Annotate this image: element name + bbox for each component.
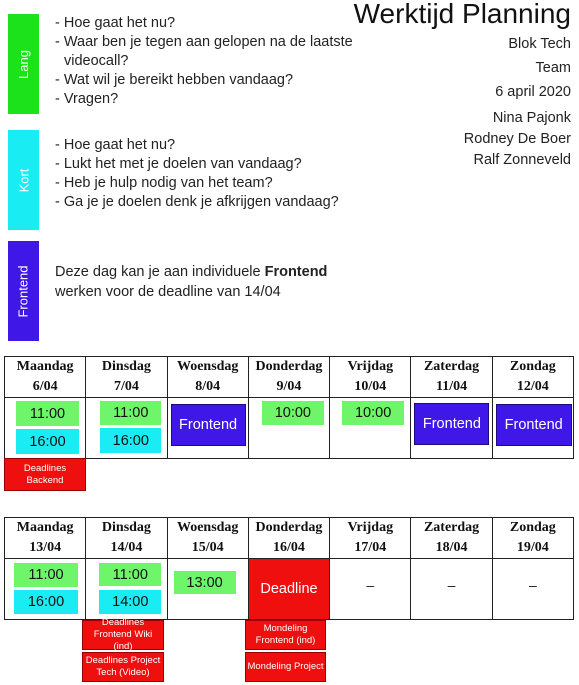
tag-lang-label: Lang: [15, 49, 31, 79]
day-cell: [5, 398, 86, 459]
deadline-block: Deadline: [249, 559, 329, 619]
meta-course: Blok Tech: [508, 36, 571, 52]
day-cell: [411, 398, 492, 459]
day-cell: [330, 398, 411, 459]
deadline-note: Deadlines Backend: [4, 458, 86, 491]
day-cell: [492, 559, 573, 620]
day-cell: [248, 398, 329, 459]
time-slot: 14:00: [99, 590, 161, 614]
day-header: Zaterdag 18/04: [411, 518, 492, 559]
day-header: Zondag 12/04: [492, 357, 573, 398]
meta-team: Team: [535, 60, 571, 76]
day-header: Maandag 13/04: [5, 518, 86, 559]
lang-questions: [55, 14, 353, 109]
day-cell: [86, 559, 167, 620]
time-slot: 11:00: [100, 401, 161, 425]
page-title: Werktijd Planning: [353, 0, 571, 29]
week-2-schedule: [4, 517, 574, 620]
meta-member-1: Nina Pajonk: [492, 110, 571, 126]
deadline-note: Deadlines Project Tech (Video): [82, 652, 164, 682]
tag-frontend: [8, 241, 39, 341]
tag-frontend-label: Frontend: [16, 264, 32, 318]
list-item: - Wat wil je bereikt hebben vandaag?: [55, 72, 294, 88]
frontend-block: Frontend: [414, 403, 489, 445]
time-slot: 10:00: [342, 401, 404, 425]
time-slot: 11:00: [99, 563, 161, 586]
tag-lang: [8, 14, 39, 114]
day-cell: [167, 559, 248, 620]
empty-slot: –: [528, 577, 537, 593]
time-slot: 16:00: [16, 429, 79, 454]
day-header: Donderdag 9/04: [248, 357, 329, 398]
tag-kort-label: Kort: [16, 168, 31, 192]
day-cell: [86, 398, 167, 459]
day-cell: [167, 398, 248, 459]
time-slot: 13:00: [174, 571, 236, 594]
list-item: - Vragen?: [55, 91, 119, 107]
empty-slot: –: [447, 577, 456, 593]
list-item: - Hoe gaat het nu?: [55, 15, 176, 31]
meta-member-2: Rodney De Boer: [463, 131, 571, 147]
meta-date: 6 april 2020: [495, 84, 571, 100]
kort-questions: [55, 136, 339, 212]
week-1-schedule: [4, 356, 574, 459]
frontend-description: Deze dag kan je aan individuele Frontend werken voor de deadline van 14/04: [55, 264, 328, 300]
oral-exam-note: Mondeling Project: [245, 652, 326, 682]
time-slot: 16:00: [100, 428, 161, 453]
day-header: Zaterdag 11/04: [411, 357, 492, 398]
day-header: Vrijdag 17/04: [330, 518, 411, 559]
day-header: Vrijdag 10/04: [330, 357, 411, 398]
list-item: - Waar ben je tegen aan gelopen na de laatste: [55, 34, 353, 50]
day-cell: [5, 559, 86, 620]
day-header: Zondag 19/04: [492, 518, 573, 559]
oral-exam-note: Mondeling Frontend (ind): [245, 620, 326, 650]
time-slot: 16:00: [14, 590, 78, 614]
day-header: Dinsdag 14/04: [86, 518, 167, 559]
tag-kort: [8, 130, 39, 230]
list-item: - Hoe gaat het nu?: [55, 137, 176, 153]
day-cell: [492, 398, 573, 459]
meta-member-3: Ralf Zonneveld: [473, 152, 571, 168]
list-item: - Heb je hulp nodig van het team?: [55, 175, 273, 191]
list-item: - Ga je je doelen denk je afkrijgen vandaag?: [55, 194, 339, 210]
time-slot: 11:00: [16, 401, 79, 426]
list-item: - Lukt het met je doelen van vandaag?: [55, 156, 302, 172]
list-item: videocall?: [64, 53, 129, 69]
day-header: Woensdag 15/04: [167, 518, 248, 559]
day-cell: [330, 559, 411, 620]
day-header: Woensdag 8/04: [167, 357, 248, 398]
deadline-note: Deadlines Frontend Wiki (ind): [82, 620, 164, 650]
time-slot: 11:00: [14, 563, 78, 587]
day-header: Donderdag 16/04: [248, 518, 329, 559]
day-header: Maandag 6/04: [5, 357, 86, 398]
frontend-block: Frontend: [496, 404, 572, 446]
day-header: Dinsdag 7/04: [86, 357, 167, 398]
empty-slot: –: [366, 577, 375, 593]
day-cell: [411, 559, 492, 620]
time-slot: 10:00: [262, 401, 324, 425]
day-cell: [248, 559, 329, 620]
frontend-block: Frontend: [171, 404, 246, 446]
